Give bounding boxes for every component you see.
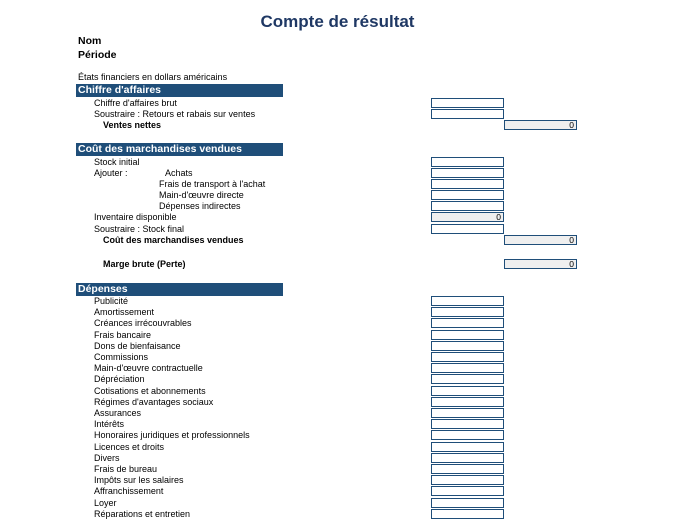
direct-labour-label: Main-d'œuvre directe (159, 190, 244, 200)
expense-label: Affranchissement (94, 486, 164, 497)
section-header-revenue: Chiffre d'affaires (76, 84, 283, 97)
expense-input[interactable] (431, 498, 504, 508)
freight-input[interactable] (431, 179, 504, 189)
expense-input[interactable] (431, 486, 504, 496)
opening-stock-input[interactable] (431, 157, 504, 167)
expense-input[interactable] (431, 296, 504, 306)
expense-input[interactable] (431, 363, 504, 373)
expense-input[interactable] (431, 330, 504, 340)
cogs-total-label: Coût des marchandises vendues (103, 235, 244, 245)
expense-label: Réparations et entretien (94, 508, 191, 519)
purchases-label: Achats (165, 168, 193, 178)
expense-label: Intérêts (94, 419, 125, 430)
expense-label: Impôts sur les salaires (94, 475, 184, 486)
available-inventory-label: Inventaire disponible (94, 212, 177, 222)
expense-label: Loyer (94, 497, 117, 508)
expense-label: Frais bancaire (94, 329, 152, 340)
expense-input[interactable] (431, 509, 504, 519)
expense-input[interactable] (431, 419, 504, 429)
expense-label: Commissions (94, 352, 149, 362)
expense-input[interactable] (431, 397, 504, 407)
gross-margin-label: Marge brute (Perte) (103, 259, 186, 269)
expense-label: Divers (94, 452, 120, 463)
expense-label: Publicité (94, 296, 129, 306)
expense-input[interactable] (431, 307, 504, 317)
expense-label: Cotisations et abonnements (94, 385, 206, 396)
closing-stock-input[interactable] (431, 224, 504, 234)
net-sales-label: Ventes nettes (103, 120, 162, 130)
section-header-expenses: Dépenses (76, 283, 283, 296)
gross-sales-input[interactable] (431, 98, 504, 108)
currency-note: États financiers en dollars américains (78, 72, 228, 82)
expense-input[interactable] (431, 352, 504, 362)
expense-input[interactable] (431, 430, 504, 440)
section-header-cogs: Coût des marchandises vendues (76, 143, 283, 156)
expense-label: Frais de bureau (94, 464, 158, 474)
purchases-input[interactable] (431, 168, 504, 178)
expense-label: Assurances (94, 408, 142, 418)
expense-input[interactable] (431, 341, 504, 351)
gross-margin-total: 0 (504, 259, 577, 269)
expense-label: Créances irrécouvrables (94, 318, 192, 329)
indirect-costs-input[interactable] (431, 201, 504, 211)
direct-labour-input[interactable] (431, 190, 504, 200)
opening-stock-label: Stock initial (94, 157, 140, 167)
expense-label: Dons de bienfaisance (94, 340, 181, 351)
expense-label: Amortissement (94, 307, 155, 318)
add-label: Ajouter : (94, 168, 128, 178)
returns-input[interactable] (431, 109, 504, 119)
expense-input[interactable] (431, 453, 504, 463)
expense-label: Main-d'œuvre contractuelle (94, 363, 203, 374)
expense-input[interactable] (431, 386, 504, 396)
gross-sales-label: Chiffre d'affaires brut (94, 98, 177, 108)
expense-input[interactable] (431, 475, 504, 485)
returns-label: Soustraire : Retours et rabais sur ventes (94, 109, 256, 119)
expense-input[interactable] (431, 464, 504, 474)
nom-label: Nom (78, 35, 102, 47)
net-sales-total: 0 (504, 120, 577, 130)
available-inventory-total: 0 (431, 212, 504, 222)
expense-input[interactable] (431, 374, 504, 384)
expense-label: Dépréciation (94, 374, 145, 385)
expense-input[interactable] (431, 442, 504, 452)
cogs-total: 0 (504, 235, 577, 245)
freight-label: Frais de transport à l'achat (159, 179, 266, 189)
periode-label: Période (78, 49, 117, 61)
expense-label: Honoraires juridiques et professionnels (94, 430, 250, 441)
expense-input[interactable] (431, 408, 504, 418)
expense-label: Régimes d'avantages sociaux (94, 396, 214, 407)
expense-input[interactable] (431, 318, 504, 328)
expense-label: Licences et droits (94, 441, 165, 452)
indirect-costs-label: Dépenses indirectes (159, 201, 241, 211)
page-title: Compte de résultat (260, 12, 415, 31)
closing-stock-label: Soustraire : Stock final (94, 224, 185, 234)
